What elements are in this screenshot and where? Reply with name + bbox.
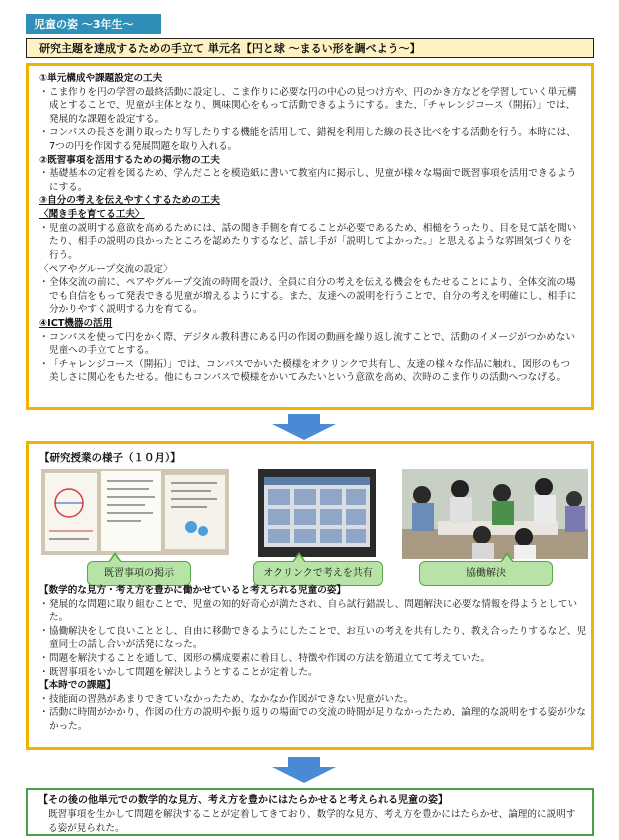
bullet-text: ・ 問題を解決することを通して、図形の構成要素に着目し、特徴や作図の方法を筋道立てて考えていた。 bbox=[39, 652, 587, 666]
section-title: 【研究授業の様子（１０月）】 bbox=[39, 452, 181, 464]
later-units-box bbox=[26, 788, 594, 836]
bullet-text: ・ 「チャレンジコース（開拓）」では、コンパスでかいた模様をオクリンクで共有し、友達の様々な作品に触れ、図形のもつ美しさに関心をもたせる。他にもコンパスで模様をかいてみたいという意欲を高め、次時のこま作りの活動へつなげる。 bbox=[39, 358, 579, 385]
down-arrow-icon bbox=[270, 757, 338, 783]
bullet-text: ・ 活動に時間がかかり、作図の仕方の説明や振り返りの場面での交流の時間が足りなかったため、論理的な説明をする姿が少なかった。 bbox=[39, 706, 587, 733]
photo-label-screen: オクリンクで考えを共有 bbox=[253, 561, 383, 586]
bullet-text: ・ こま作りを円の学習の最終活動に設定し、こま作りに必要な円の中心の見つけ方や、円のかき方などを学習していく単元構成とすることで、児童が主体となり、興味関心をもって活動できるようにする。また、「チャレンジコース（開拓）」では、発展的な課題を設定する。 bbox=[39, 86, 579, 127]
later-units-text: 既習事項を生かして問題を解決することが定着してきており、数学的な見方、考え方を豊かにはたらかせ、論理的に説明する姿が見られた。 bbox=[48, 809, 576, 834]
strategies-box bbox=[26, 63, 594, 410]
bullet-text: ・ コンパスの長さを測り取ったり写したりする機能を活用して、錯視を利用した線の長さ比べをする活動を行う。本時には、7つの円を作図する発展問題を取り入れる。 bbox=[39, 126, 579, 153]
bullet-text: ・ 技能面の習熟があまりできていなかったため、なかなか作図ができない児童がいた。 bbox=[39, 693, 587, 707]
heading-issues: 【本時での課題】 bbox=[39, 680, 116, 692]
bullet-text: ・ コンパスを使って円をかく際、デジタル教科書にある円の作図の動画を繰り返し流すことで、活動のイメージがつかめない児童への手立てとする。 bbox=[39, 331, 579, 358]
photo-label-collaboration: 協働解決 bbox=[419, 561, 553, 586]
research-theme-bar: 研究主題を達成するための手立て 単元名【円と球 ～まるい形を調べよう～】 bbox=[26, 38, 594, 58]
bullet-text: ・ 基礎基本の定着を図るため、学んだことを模造紙に書いて教室内に掲示し、児童が様々な場面で既習事項を活用できるようにする。 bbox=[39, 167, 579, 194]
heading-posters: ②既習事項を活用するための掲示物の工夫 bbox=[39, 154, 220, 166]
heading-child-figure: 【数学的な見方・考え方を豊かに働かせていると考えられる児童の姿】 bbox=[39, 585, 346, 596]
bullet-text: ・ 既習事項をいかして問題を解決しようとすることが定着した。 bbox=[39, 666, 587, 680]
down-arrow-icon bbox=[270, 414, 338, 440]
subheading-listener: 〈聞き手を育てる工夫〉 bbox=[39, 209, 145, 221]
heading-expression: ③自分の考えを伝えやすくするための工夫 bbox=[39, 195, 220, 207]
bullet-text: ・ 全体交流の前に、ペアやグループ交流の時間を設け、全員に自分の考えを伝える機会をもたせることにより、全体交流の場でも自信をもって発表できる児童が増えるようにする。また、友達への説明を行うことで、自分の考えを明確にし、相手に分かりやすく説明する力を育てる。 bbox=[39, 276, 579, 317]
subheading-pair-group: 〈ペアやグループ交流の設定〉 bbox=[39, 263, 173, 275]
heading-unit-structure: ①単元構成や課題設定の工夫 bbox=[39, 73, 163, 84]
heading-ict: ④ICT機器の活用 bbox=[39, 317, 113, 329]
photo-posters bbox=[41, 469, 229, 555]
page-title-tag: 児童の姿 ～3年生～ bbox=[26, 14, 161, 34]
later-units-heading: 【その後の他単元での数学的な見方、考え方を豊かにはたらかせると考えられる児童の姿】 bbox=[38, 795, 448, 806]
lesson-observation-box bbox=[26, 441, 594, 750]
bullet-text: ・ 児童の説明する意欲を高めるためには、話の聞き手側を育てることが必要であるため、相槌をうったり、目を見て話を聞いたり、相手の説明の良かったところを認めたりするなど、話し手が「説明してよかった。」と思えるような雰囲気づくりを行う。 bbox=[39, 222, 579, 263]
photo-screen bbox=[258, 469, 376, 557]
bullet-text: ・ 協働解決をして良いこととし、自由に移動できるようにしたことで、お互いの考えを共有したり、教え合ったりするなど、児童同士の話し合いが活発になった。 bbox=[39, 625, 587, 652]
photo-collaboration bbox=[402, 469, 588, 559]
photo-label-posters: 既習事項の掲示 bbox=[87, 561, 191, 586]
observation-text bbox=[39, 584, 587, 734]
bullet-text: ・ 発展的な問題に取り組むことで、児童の知的好奇心が満たされ、自ら試行錯誤し、問題解決に必要な情報を得ようとしていた。 bbox=[39, 598, 587, 625]
